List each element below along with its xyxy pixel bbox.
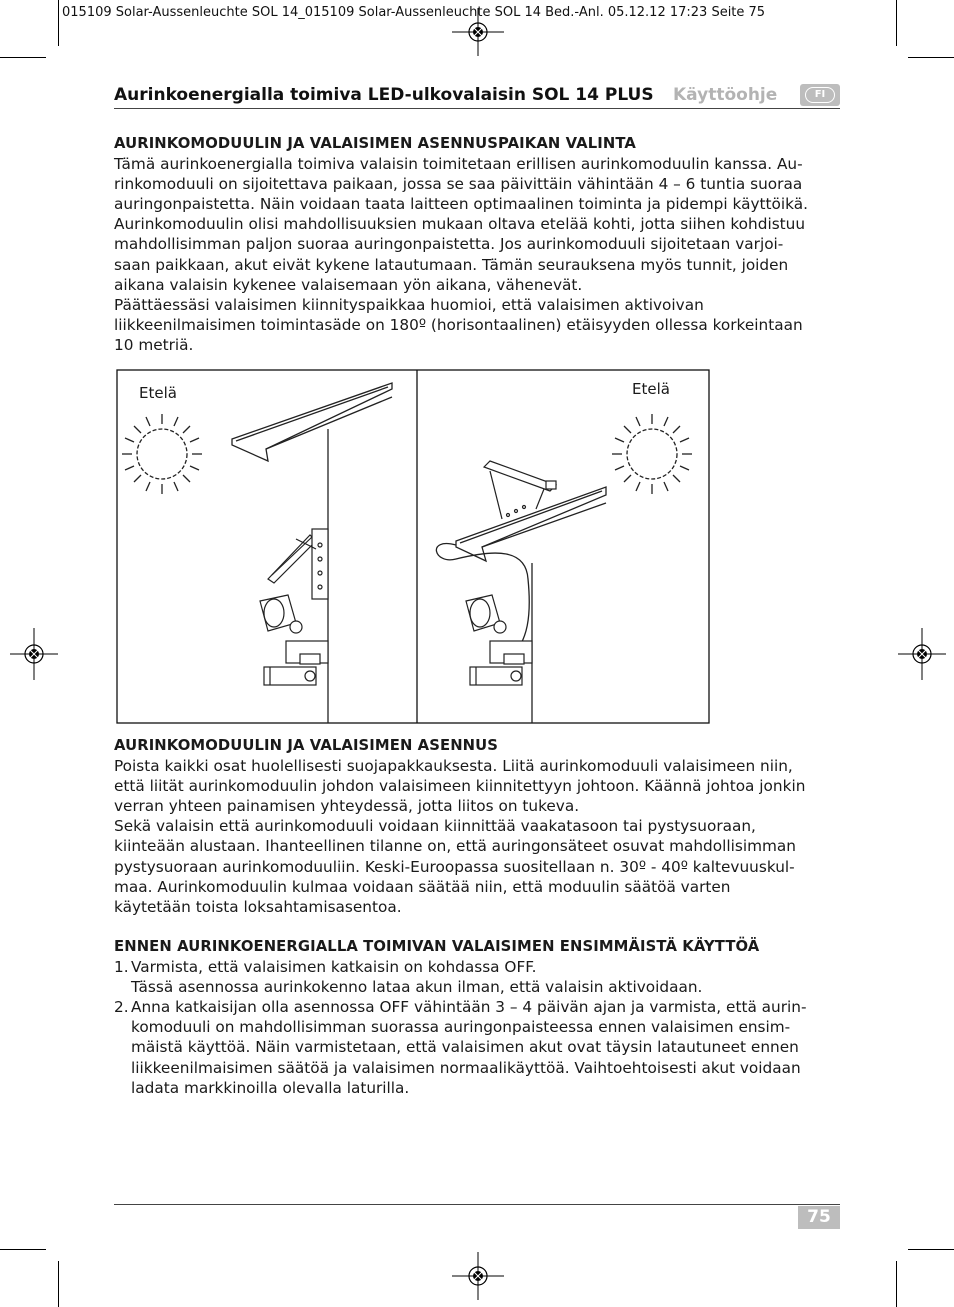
installation-figure [116,369,710,724]
page-header [114,82,840,108]
paragraph-line: 10 metriä. [114,335,194,354]
crop-mark [908,57,954,58]
page-number: 75 [798,1206,840,1229]
paragraph-line: rinkomoduuli on sijoitettava paikaan, jossa se saa päivittäin vähintään 4 – 6 tuntia suoraa [114,175,803,194]
page-subtitle: Käyttöohje [673,85,778,105]
paragraph-line: Aurinkomoduulin olisi mahdollisuuksien mukaan oltava etelää kohti, jotta siihen kohdistuu [114,215,806,234]
registration-mark-icon [898,628,946,680]
paragraph-line: Tämä aurinkoenergialla toimiva valaisin toimitetaan erillisen aurinkomoduulin kanssa. Au- [114,155,803,174]
paragraph-line: ladata markkinoilla olevalla laturilla. [131,1078,410,1097]
paragraph-line: kiinteään alustaan. Ihanteellinen tilanne on, että auringonsäteet osuvat mahdollisimman [114,837,796,856]
registration-mark-icon [452,1252,504,1300]
list-number: 2. [114,998,129,1017]
print-slug: 015109 Solar-Aussenleuchte SOL 14_015109 Solar-Aussenleuchte SOL 14 Bed.-Anl. 05.12.12 17:23 Seite 75 [62,5,766,20]
registration-mark-icon [10,628,58,680]
section-heading: AURINKOMODUULIN JA VALAISIMEN ASENNUSPAIKAN VALINTA [114,135,636,152]
paragraph-line: Varmista, että valaisimen katkaisin on kohdassa OFF. [131,958,537,977]
paragraph-line: käytetään toista loksahtamisasentoa. [114,897,402,916]
page-title: Aurinkoenergialla toimiva LED-ulkovalaisin SOL 14 PLUS [114,85,654,105]
list-number: 1. [114,958,129,977]
paragraph-line: maa. Aurinkomoduulin kulmaa voidaan säätää niin, että moduulin säätöä varten [114,877,731,896]
section-heading: ENNEN AURINKOENERGIALLA TOIMIVAN VALAISIMEN ENSIMMÄISTÄ KÄYTTÖÄ [114,938,760,955]
registration-mark-icon [452,8,504,56]
paragraph-line: liikkeenilmaisimen toimintasäde on 180º (horisontaalinen) etäisyyden ollessa korkeintaan [114,315,803,334]
section-heading: AURINKOMODUULIN JA VALAISIMEN ASENNUS [114,737,499,754]
crop-mark [58,1261,59,1307]
installation-illustration [116,369,710,724]
paragraph-line: Tässä asennossa aurinkokenno lataa akun ilman, että valaisin aktivoidaan. [131,978,703,997]
paragraph-line: liikkeenilmaisimen säätöä ja valaisimen normaalikäyttöä. Vaihtoehtoisesti akut voidaan [131,1058,801,1077]
section-installation [114,736,844,917]
paragraph-line: mäistä käyttöä. Näin varmistetaan, että valaisimen akut ovat täysin latautuneet ennen [131,1038,799,1057]
crop-mark [908,1249,954,1250]
list-item [114,957,844,997]
crop-mark [0,1249,46,1250]
language-code: FI [805,87,835,103]
paragraph-line: saan paikkaan, akut eivät kykene latautumaan. Tämän seurauksena myös tunnit, joiden [114,255,789,274]
paragraph-line: Päättäessäsi valaisimen kiinnityspaikkaa huomioi, että valaisimen aktivoivan [114,295,704,314]
crop-mark [896,0,897,46]
paragraph-line: verran yhteen painamisen yhteydessä, jotta liitos on tukeva. [114,797,580,816]
crop-mark [58,0,59,46]
paragraph-line: että liität aurinkomoduulin johdon valaisimeen kiinnitettyyn johtoon. Käännä johtoa jonkin [114,777,806,796]
steps-list [114,957,844,1098]
list-item [114,997,844,1097]
paragraph-line: aikana valaisin kykenee valaisemaan yön aikana, vähenevät. [114,275,583,294]
section-placement [114,134,844,355]
figure-label-south-right: Etelä [632,380,670,398]
language-badge [800,84,840,106]
crop-mark [0,57,46,58]
paragraph-line: mahdollisimman paljon suoraa auringonpaistetta. Jos aurinkomoduuli sijoitetaan varjoi- [114,235,784,254]
paragraph-line: pystysuoraan aurinkomoduuliin. Keski-Euroopassa suositellaan n. 30º - 40º kaltevuuskul- [114,857,795,876]
section-first-use [114,937,844,1098]
paragraph-line: Poista kaikki osat huolellisesti suojapakkauksesta. Liitä aurinkomoduuli valaisimeen niin, [114,757,793,776]
crop-mark [896,1261,897,1307]
paragraph-line: Anna katkaisijan olla asennossa OFF vähintään 3 – 4 päivän ajan ja varmista, että aurin- [131,998,807,1017]
header-rule [114,108,840,109]
figure-label-south-left: Etelä [139,384,177,402]
paragraph-line: komoduuli on mahdollisimman suorassa auringonpaisteessa ennen valaisimen ensim- [131,1018,791,1037]
paragraph-line: Sekä valaisin että aurinkomoduuli voidaan kiinnittää vaakatasoon tai pystysuoraan, [114,817,756,836]
paragraph-line: auringonpaistetta. Näin voidaan taata laitteen optimaalinen toiminta ja pidempi käyttöikä. [114,195,808,214]
footer-rule [114,1204,840,1205]
